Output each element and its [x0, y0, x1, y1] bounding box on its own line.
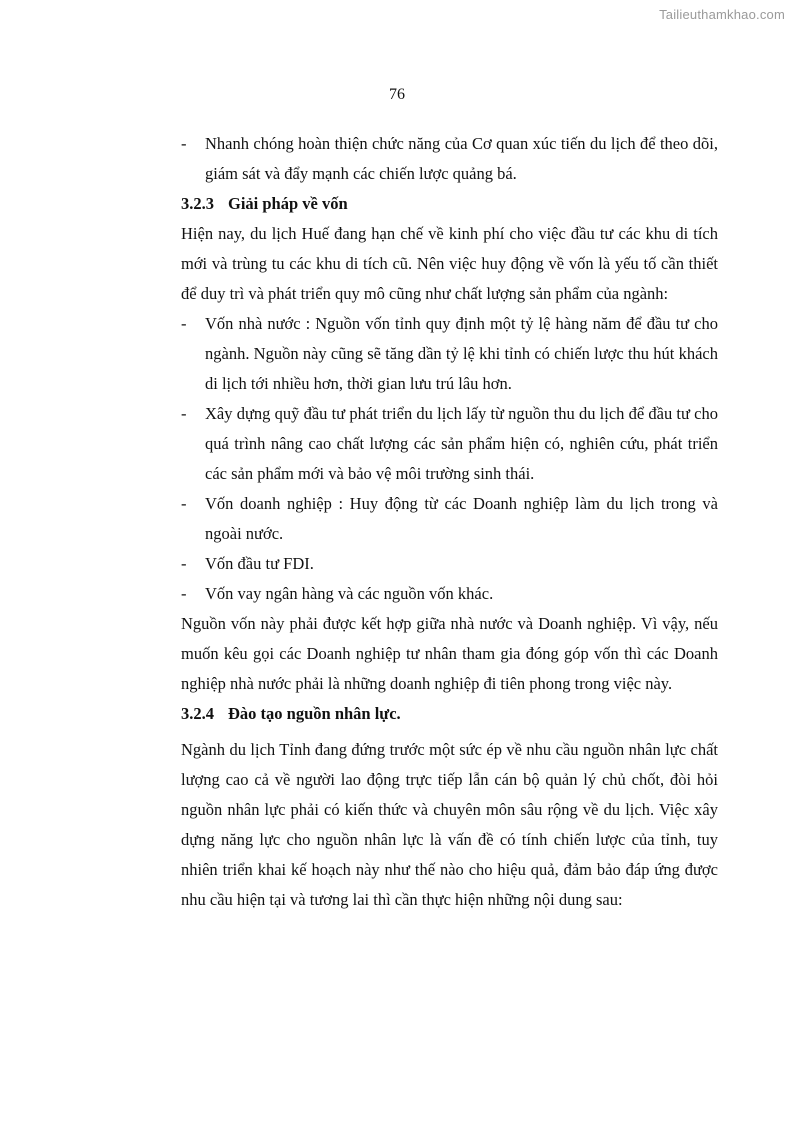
section-heading-3-2-4	[181, 699, 718, 729]
section-title: Giải pháp về vốn	[228, 194, 348, 213]
section-title: Đào tạo nguồn nhân lực.	[228, 704, 401, 723]
bullet-dash: -	[181, 554, 187, 573]
list-item	[181, 399, 718, 489]
bullet-dash: -	[181, 134, 187, 153]
page-number: 76	[389, 86, 405, 103]
list-item-text: Vốn đầu tư FDI.	[205, 554, 314, 573]
paragraph: Hiện nay, du lịch Huế đang hạn chế về kinh phí cho việc đầu tư các khu di tích mới và trùng tu các khu di tích cũ. Nên việc huy động về vốn là yếu tố cần thiết để duy trì và phát triển quy mô cũng như chất lượng sản phẩm của ngành:	[181, 224, 718, 303]
bullet-dash: -	[181, 404, 187, 423]
list-item-text: Nhanh chóng hoàn thiện chức năng của Cơ quan xúc tiến du lịch để theo dõi, giám sát và đẩy mạnh các chiến lược quảng bá.	[205, 134, 718, 183]
bullet-dash: -	[181, 314, 187, 333]
list-item-text: Vốn nhà nước : Nguồn vốn tỉnh quy định một tỷ lệ hàng năm để đầu tư cho ngành. Nguồn này cũng sẽ tăng dần tỷ lệ khi tỉnh có chiến lược thu hút khách di lịch tới nhiều hơn, thời gian lưu trú lâu hơn.	[205, 314, 718, 393]
list-item-text: Vốn doanh nghiệp : Huy động từ các Doanh nghiệp làm du lịch trong và ngoài nước.	[205, 494, 718, 543]
bullet-dash: -	[181, 494, 187, 513]
list-item-text: Vốn vay ngân hàng và các nguồn vốn khác.	[205, 584, 494, 603]
section-number: 3.2.3	[181, 194, 214, 213]
list-item-text: Xây dựng quỹ đầu tư phát triển du lịch lấy từ nguồn thu du lịch để đầu tư cho quá trình nâng cao chất lượng các sản phẩm hiện có, nghiên cứu, phát triển các sản phẩm mới và bảo vệ môi trường sinh thái.	[205, 404, 718, 483]
list-item	[181, 489, 718, 549]
list-item	[181, 309, 718, 399]
document-body	[181, 129, 718, 915]
watermark: Tailieuthamkhao.com	[659, 7, 785, 22]
list-item	[181, 129, 718, 189]
paragraph: Nguồn vốn này phải được kết hợp giữa nhà nước và Doanh nghiệp. Vì vậy, nếu muốn kêu gọi các Doanh nghiệp tư nhân tham gia đóng góp vốn thì các Doanh nghiệp nhà nước phải là những doanh nghiệp đi tiên phong trong việc này.	[181, 614, 718, 693]
section-number: 3.2.4	[181, 704, 214, 723]
section-heading-3-2-3	[181, 189, 718, 219]
list-item	[181, 579, 718, 609]
bullet-dash: -	[181, 584, 187, 603]
list-item	[181, 549, 718, 579]
paragraph: Ngành du lịch Tỉnh đang đứng trước một sức ép về nhu cầu nguồn nhân lực chất lượng cao cả về người lao động trực tiếp lẫn cán bộ quản lý chủ chốt, đòi hỏi nguồn nhân lực phải có kiến thức và chuyên môn sâu rộng về du lịch. Việc xây dựng năng lực cho nguồn nhân lực là vấn đề có tính chiến lược của tỉnh, tuy nhiên triển khai kế hoạch này như thế nào cho hiệu quả, đảm bảo đáp ứng được nhu cầu hiện tại và tương lai thì cần thực hiện những nội dung sau:	[181, 740, 718, 909]
